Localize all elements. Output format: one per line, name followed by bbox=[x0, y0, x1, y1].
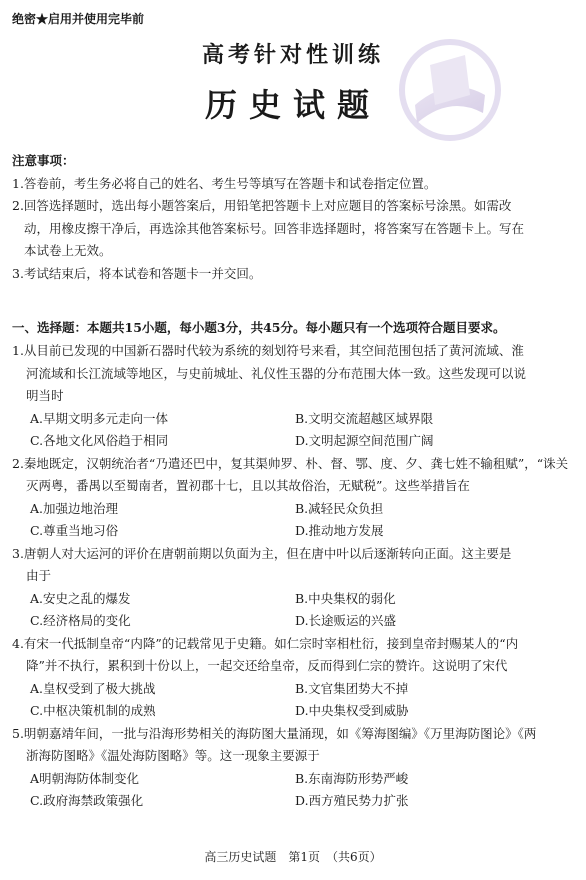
instruction-item bbox=[12, 173, 577, 196]
exam-subtitle: 高考针对性训练 bbox=[201, 42, 384, 68]
instructions-heading: 注意事项： bbox=[12, 153, 75, 168]
option-d[interactable]: D.中央集权受到威胁 bbox=[295, 703, 409, 718]
instruction-text: 3.考试结束后，将本试卷和答题卡一并交回。 bbox=[12, 265, 262, 281]
instruction-item bbox=[12, 195, 577, 263]
section-heading: 一、选择题：本题共15小题，每小题3分，共45分。每小题只有一个选项符合题目要求。 bbox=[12, 320, 506, 335]
question-list bbox=[12, 340, 577, 813]
question-1 bbox=[12, 340, 577, 408]
option-a[interactable]: A.加强边地治理 bbox=[30, 500, 119, 516]
option-a[interactable]: A.早期文明多元走向一体 bbox=[30, 410, 169, 426]
option-d[interactable]: D.西方殖民势力扩张 bbox=[295, 793, 409, 808]
page-footer: 高三历史试题 第1页 （共6页） bbox=[204, 850, 382, 864]
question-5 bbox=[12, 723, 577, 768]
option-c[interactable]: C.政府海禁政策强化 bbox=[30, 793, 144, 808]
instructions bbox=[12, 150, 577, 285]
question-text: 河流域和长江流域等地区，与史前城址、礼仪性玉器的分布范围大体一致。这些发现可以说 bbox=[26, 365, 527, 381]
instruction-text: 2.回答选择题时，选出每小题答案后，用铅笔把答题卡上对应题目的答案标号涂黑。如需改 bbox=[12, 198, 512, 213]
option-a[interactable]: A.安史之乱的爆发 bbox=[30, 590, 131, 606]
option-b[interactable]: B.中央集权的弱化 bbox=[295, 590, 396, 606]
question-text: 降”并不执行，累积到十份以上，一起交还给皇帝，反而得到仁宗的赞许。这说明了宋代 bbox=[26, 658, 508, 673]
question-2-options bbox=[12, 498, 577, 543]
question-text: 灭两粤，番禺以至蜀南者，置初郡十七，且以其故俗治，无赋税”。这些举措旨在 bbox=[26, 478, 470, 493]
option-c[interactable]: C.尊重当地习俗 bbox=[30, 523, 119, 538]
question-3 bbox=[12, 543, 577, 588]
option-d[interactable]: D.长途贩运的兴盛 bbox=[295, 613, 397, 628]
option-c[interactable]: C.经济格局的变化 bbox=[30, 613, 131, 628]
option-b[interactable]: B.东南海防形势严峻 bbox=[295, 770, 409, 786]
option-d[interactable]: D.推动地方发展 bbox=[295, 523, 384, 538]
question-4 bbox=[12, 633, 577, 678]
option-a[interactable]: A.皇权受到了极大挑战 bbox=[30, 680, 156, 696]
confidential-label: 绝密★启用并使用完毕前 bbox=[12, 12, 145, 26]
question-text: 4.有宋一代抵制皇帝“内降”的记载常见于史籍。如仁宗时宰相杜衍，接到皇帝封赐某人的“内 bbox=[12, 635, 519, 651]
option-c[interactable]: C.各地文化风俗趋于相同 bbox=[30, 433, 169, 448]
question-3-options bbox=[12, 588, 577, 633]
instruction-text: 动，用橡皮擦干净后，再选涂其他答案标号。回答非选择题时，将答案写在答题卡上。写在 bbox=[24, 220, 525, 236]
question-5-options bbox=[12, 768, 577, 813]
exam-title: 历史试题 bbox=[204, 86, 381, 124]
question-text: 1.从目前已发现的中国新石器时代较为系统的刻划符号来看，其空间范围包括了黄河流域、淮 bbox=[12, 343, 524, 358]
instruction-text: 1.答卷前，考生务必将自己的姓名、考生号等填写在答题卡和试卷指定位置。 bbox=[12, 175, 437, 191]
question-4-options bbox=[12, 678, 577, 723]
instruction-text: 本试卷上无效。 bbox=[24, 243, 112, 258]
option-b[interactable]: B.减轻民众负担 bbox=[295, 500, 384, 516]
question-text: 浙海防图略》《温处海防图略》等。这一现象主要源于 bbox=[26, 748, 320, 763]
question-2 bbox=[12, 453, 577, 498]
question-text: 2.秦地既定，汉朝统治者“乃遣还巴中，复其渠帅罗、朴、督、鄂、度、夕、龚七姓不输租赋”，“诛关 bbox=[12, 455, 569, 471]
option-a[interactable]: A明朝海防体制变化 bbox=[30, 770, 140, 786]
instruction-item bbox=[12, 263, 577, 286]
option-b[interactable]: B.文官集团势大不掉 bbox=[295, 680, 409, 696]
option-c[interactable]: C.中枢决策机制的成熟 bbox=[30, 703, 156, 718]
question-text: 5.明朝嘉靖年间，一批与沿海形势相关的海防图大量涌现，如《筹海图编》《万里海防图论》《两 bbox=[12, 725, 537, 741]
question-1-options bbox=[12, 408, 577, 453]
option-b[interactable]: B.文明交流超越区域界限 bbox=[295, 410, 434, 426]
question-text: 3.唐朝人对大运河的评价在唐朝前期以负面为主，但在唐中叶以后逐渐转向正面。这主要是 bbox=[12, 545, 512, 561]
question-text: 明当时 bbox=[26, 388, 64, 403]
question-text: 由于 bbox=[26, 568, 52, 583]
option-d[interactable]: D.文明起源空间范围广阔 bbox=[295, 433, 434, 448]
